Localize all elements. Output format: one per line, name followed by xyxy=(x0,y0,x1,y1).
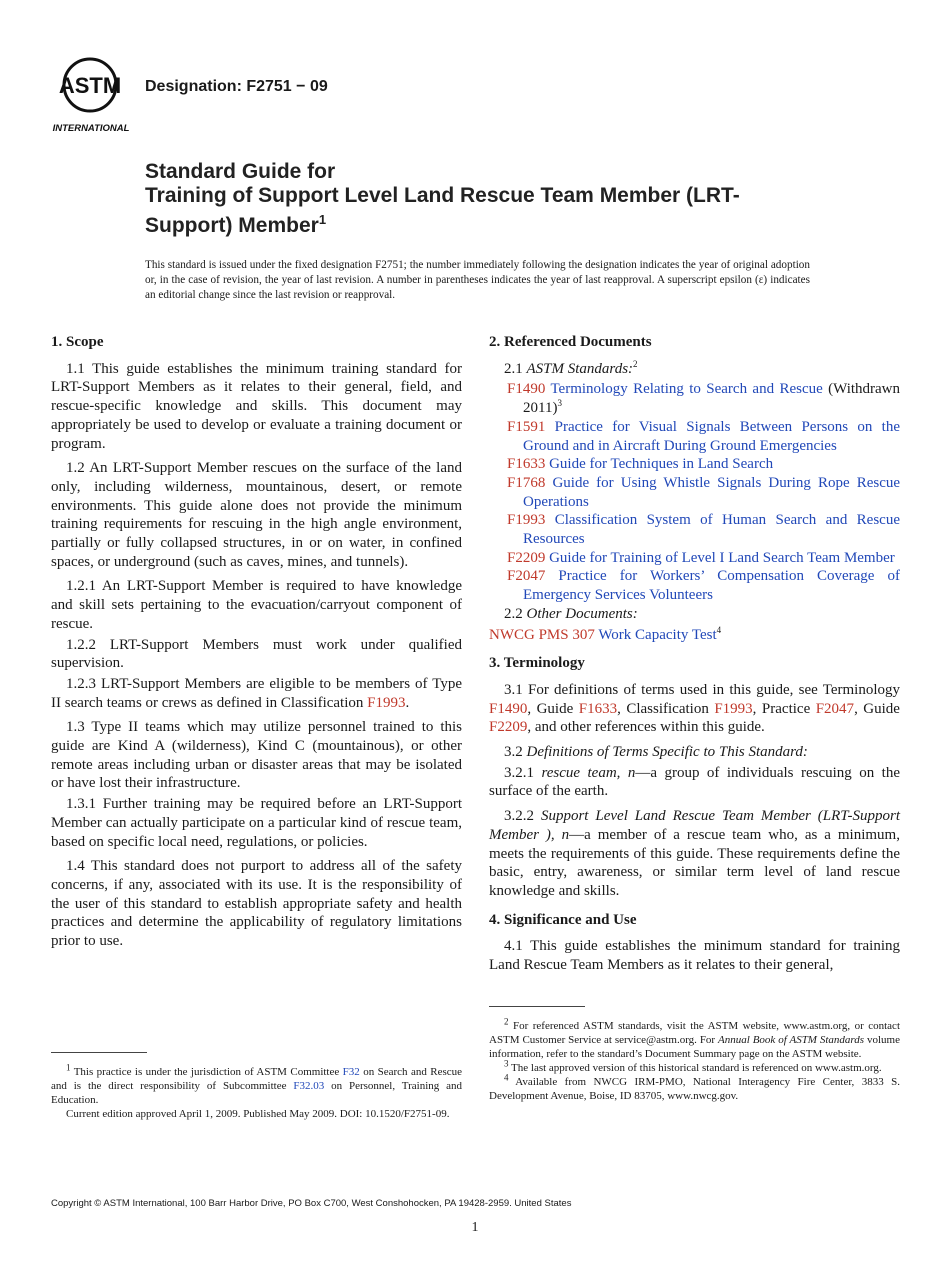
section-heading-referenced: 2. Referenced Documents xyxy=(489,334,652,350)
section-heading-significance: 4. Significance and Use xyxy=(489,911,637,928)
standard-note: (Withdrawn 2011) xyxy=(523,381,901,417)
standard-item xyxy=(507,474,900,511)
astm-logo xyxy=(50,55,136,135)
title-line-1: Standard Guide for xyxy=(145,160,336,183)
standard-title-link[interactable]: Guide for Techniques in Land Search xyxy=(549,456,774,473)
standard-title-link[interactable]: Practice for Workers’ Compensation Coverage of Emergency Services Volunteers xyxy=(523,568,900,604)
para-2-1: 2.1 ASTM Standards:$^2$ xyxy=(504,358,638,377)
svg-text:ASTM: ASTM xyxy=(58,73,122,98)
standard-code-link[interactable]: F1591 xyxy=(507,418,546,435)
footnote-2: $^2$ For referenced ASTM standards, visit the ASTM website, www.astm.org, or contact ASTM Customer Service at service@astm.org. For Annual Book of ASTM Standards volume information, refer to the standard’s Document Summary page on the ASTM website. xyxy=(489,1016,900,1060)
ref-link-nwcg[interactable]: NWCG PMS 307 xyxy=(489,626,595,643)
section-heading-terminology: 3. Terminology xyxy=(489,655,585,672)
svg-text:INTERNATIONAL: INTERNATIONAL xyxy=(52,123,130,134)
ref-link-f2209[interactable]: F2209 xyxy=(489,719,528,736)
para-3-2: 3.2 Definitions of Terms Specific to This Standard: xyxy=(504,744,808,761)
ref-link-f1633[interactable]: F1633 xyxy=(578,700,618,717)
edition-note: Current edition approved April 1, 2009. Published May 2009. DOI: 10.1520/F2751-09. xyxy=(66,1108,450,1120)
standard-item xyxy=(507,418,900,455)
para-1-3-1: 1.3.1 Further training may be required before an LRT-Support Member can actually participate on a particular kind of rescue team, based on specific local need, regulations, or policies. xyxy=(51,796,462,850)
title-footnote-mark: 1 xyxy=(318,212,327,227)
ref-link-f1993[interactable]: F1993 xyxy=(367,694,406,711)
para-3-2-1: 3.2.1 rescue team, n—a group of individuals rescuing on the surface of the earth. xyxy=(489,764,901,800)
footnote-3: $^3$ The last approved version of this historical standard is referenced on www.astm.org. xyxy=(504,1058,882,1074)
ref-link-f32[interactable]: F32 xyxy=(342,1066,360,1078)
ref-title-nwcg[interactable]: Work Capacity Test xyxy=(598,626,717,643)
designation: Designation: F2751 − 09 xyxy=(145,78,328,95)
standard-code-link[interactable]: F1633 xyxy=(507,456,546,473)
para-2-2: 2.2 Other Documents: xyxy=(504,605,638,622)
standard-title-link[interactable]: Terminology Relating to Search and Rescue xyxy=(550,381,823,398)
para-1-3: 1.3 Type II teams which may utilize personnel trained to this guide are Kind A (wilderness), Kind C (mountainous), or other remote areas including urban or disaster areas that may be isolated or have lost their infrastructure. xyxy=(51,719,462,792)
standard-code-link[interactable]: F1768 xyxy=(507,474,546,491)
other-document-item: NWCG PMS 307 Work Capacity Test$^4$ xyxy=(489,624,722,643)
standard-title-link[interactable]: Classification System of Human Search and Rescue Resources xyxy=(523,512,900,548)
ref-link-f2047[interactable]: F2047 xyxy=(815,700,855,717)
para-1-2-3: 1.2.3 LRT-Support Members are eligible to be members of Type II search teams or crews as defined in Classification F1993. xyxy=(51,675,462,711)
standard-item xyxy=(507,380,900,417)
para-1-2: 1.2 An LRT-Support Member rescues on the surface of the land only, including wilderness, mountainous, desert, or remote environments. This guide alone does not provide the minimum training requirements for rescuing in the high angle environment, partially or fully collapsed structures, in or on water, in confined spaces, or underground (such as caves, mines, and tunnels). xyxy=(51,460,462,570)
title-line-3: Support) Member$^1$ xyxy=(145,212,327,237)
standard-item xyxy=(507,549,900,568)
para-1-1: 1.1 This guide establishes the minimum training standard for LRT-Support Members as it relates to their general, field, and rescue-specific knowledge and skills. This document may appropriately be used to develop or evaluate a training document or program. xyxy=(51,360,462,452)
document-title xyxy=(145,160,825,238)
standard-item xyxy=(507,511,900,548)
standard-title-link[interactable]: Guide for Training of Level I Land Search Team Member xyxy=(549,549,895,566)
para-1-2-1: 1.2.1 An LRT-Support Member is required to have knowledge and skill sets pertaining to the evacuation/carryout component of rescue. xyxy=(51,578,462,632)
para-4-1: 4.1 This guide establishes the minimum standard for training Land Rescue Team Members as it relates to their general, xyxy=(489,938,900,974)
standards-list xyxy=(489,380,900,604)
issue-note: This standard is issued under the fixed designation F2751; the number immediately following the designation indicates the year of original adoption or, in the case of revision, the year of last revision. A number in parentheses indicates the year of last reapproval. A superscript epsilon (ε) indicates an editorial change since the last revision or reapproval. xyxy=(145,259,810,301)
standard-title-link[interactable]: Guide for Using Whistle Signals During Rope Rescue Operations xyxy=(523,474,901,510)
para-3-2-2: 3.2.2 Support Level Land Rescue Team Member (LRT-Support Member ), n—a member of a rescue team who, as a minimum, meets the requirements of this guide. These requirements define the basic, entry, awareness, or similar term level of land rescue knowledge and skills. xyxy=(489,808,901,899)
standard-title-link[interactable]: Practice for Visual Signals Between Persons on the Ground and in Aircraft During Ground Emergencies xyxy=(523,418,900,454)
standard-code-link[interactable]: F2209 xyxy=(507,549,546,566)
footnotes-left xyxy=(51,1038,462,1121)
page-number: 1 xyxy=(471,1220,479,1235)
standard-code-link[interactable]: F2047 xyxy=(507,568,546,585)
standard-code-link[interactable]: F1993 xyxy=(507,512,546,529)
ref-link-f1490[interactable]: F1490 xyxy=(489,700,528,717)
footnotes-right xyxy=(489,992,900,1103)
title-line-2: Training of Support Level Land Rescue Team Member (LRT- xyxy=(145,184,740,207)
para-3-1: 3.1 For definitions of terms used in this guide, see Terminology F1490, Guide F1633, Classification F1993, Practice F2047, Guide F2209, and other references within this guide. xyxy=(489,681,900,736)
right-column xyxy=(489,333,900,981)
standard-item xyxy=(507,567,900,604)
footnote-4: $^4$ Available from NWCG IRM-PMO, National Interagency Fire Center, 3833 S. Development Avenue, Boise, ID 83705, www.nwcg.gov. xyxy=(489,1072,900,1102)
para-1-2-2: 1.2.2 LRT-Support Members must work under qualified supervision. xyxy=(51,636,462,672)
footnote-1: $^1$ This practice is under the jurisdiction of ASTM Committee F32 on Search and Rescue and is the direct responsibility of Subcommittee F32.03 on Personnel, Training and Education. xyxy=(51,1062,463,1106)
standard-footnote-mark: 3 xyxy=(557,398,562,409)
ref-link-f1993[interactable]: F1993 xyxy=(714,700,753,717)
copyright-line: Copyright © ASTM International, 100 Barr Harbor Drive, PO Box C700, West Conshohocken, PA 19428-2959. United States xyxy=(51,1198,572,1209)
footnote-divider xyxy=(489,1006,585,1007)
left-column xyxy=(51,333,462,957)
ref-link-f32-03[interactable]: F32.03 xyxy=(293,1080,325,1092)
footnote-divider xyxy=(51,1052,147,1053)
section-heading-scope: 1. Scope xyxy=(51,334,104,350)
para-1-4: 1.4 This standard does not purport to address all of the safety concerns, if any, associated with its use. It is the responsibility of the user of this standard to establish appropriate safety and health practices and determine the applicability of regulatory limitations prior to use. xyxy=(51,858,462,950)
standard-item xyxy=(507,455,900,474)
standard-code-link[interactable]: F1490 xyxy=(507,381,546,398)
